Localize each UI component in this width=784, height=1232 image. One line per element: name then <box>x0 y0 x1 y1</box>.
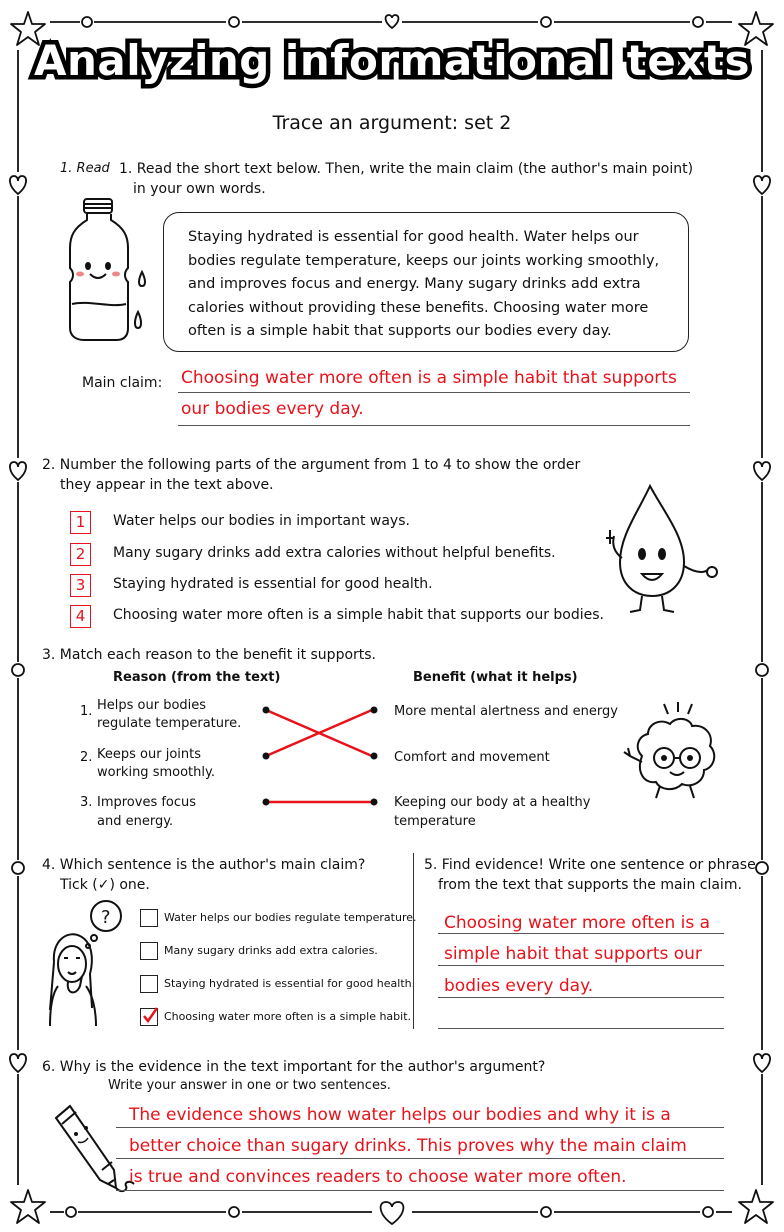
order-item-3: Staying hydrated is essential for good health. <box>113 576 433 592</box>
q1-instruction-line2: in your own words. <box>133 181 266 197</box>
q5-instruction-line1: 5. Find evidence! Write one sentence or phrase <box>424 857 756 873</box>
q5-instruction-line2: from the text that supports the main claim. <box>438 877 742 893</box>
order-item-4: Choosing water more often is a simple habit that supports our bodies. <box>113 607 604 623</box>
reason-num: 3. <box>80 795 93 810</box>
q2-instruction-line2: they appear in the text above. <box>60 477 274 493</box>
page-title: Analyzing informational texts <box>33 36 750 85</box>
why-answer-line2[interactable]: better choice than sugary drinks. This proves why the main claim <box>129 1136 687 1156</box>
main-claim-label: Main claim: <box>82 375 163 391</box>
tick-option-2: Many sugary drinks add extra calories. <box>164 944 378 957</box>
reason-1-line1: Helps our bodies <box>97 698 207 713</box>
reason-2-line1: Keeps our joints <box>97 747 201 762</box>
reason-num: 1. <box>80 704 93 719</box>
benefit-1: More mental alertness and energy <box>394 704 618 719</box>
benefit-header: Benefit (what it helps) <box>413 670 578 685</box>
benefit-2: Comfort and movement <box>394 750 550 765</box>
checkmark-icon <box>142 1007 158 1023</box>
tick-box-4[interactable] <box>140 1008 158 1026</box>
tick-box-1[interactable] <box>140 909 158 927</box>
order-box-4[interactable]: 4 <box>70 605 91 628</box>
evidence-answer-line1[interactable]: Choosing water more often is a <box>444 913 711 933</box>
q2-instruction-line1: 2. Number the following parts of the argument from 1 to 4 to show the order <box>42 457 581 473</box>
main-claim-answer-line1[interactable]: Choosing water more often is a simple habit that supports <box>181 368 677 388</box>
q3-instruction: 3. Match each reason to the benefit it supports. <box>42 647 377 663</box>
order-box-3[interactable]: 3 <box>70 574 91 597</box>
evidence-answer-line3[interactable]: bodies every day. <box>444 976 594 996</box>
passage-line: often is a simple habit that supports our bodies every day. <box>188 323 612 339</box>
order-item-1: Water helps our bodies in important ways. <box>113 513 410 529</box>
order-item-2: Many sugary drinks add extra calories without helpful benefits. <box>113 545 556 561</box>
benefit-3-line1: Keeping our body at a healthy <box>394 795 591 810</box>
brain-character-icon <box>620 702 730 802</box>
pencil-icon <box>50 1100 140 1196</box>
tick-option-3: Staying hydrated is essential for good health. <box>164 977 416 990</box>
main-claim-answer-line2[interactable]: our bodies every day. <box>181 399 364 419</box>
order-box-1[interactable]: 1 <box>70 511 91 534</box>
passage-line: Staying hydrated is essential for good health. Water helps our <box>188 229 639 245</box>
reason-2-line2: working smoothly. <box>97 765 215 780</box>
tick-option-1: Water helps our bodies regulate temperature. <box>164 911 417 924</box>
why-answer-line3[interactable]: is true and convinces readers to choose water more often. <box>129 1167 627 1187</box>
reason-num: 2. <box>80 750 93 765</box>
benefit-3-line2: temperature <box>394 814 476 829</box>
tick-box-3[interactable] <box>140 975 158 993</box>
passage-line: bodies regulate temperature, keeps our joints working smoothly, <box>188 252 660 269</box>
tick-option-4: Choosing water more often is a simple habit. <box>164 1010 412 1023</box>
passage-line: calories without providing these benefits. Choosing water more <box>188 299 649 316</box>
svg-text:?: ? <box>101 907 111 928</box>
reason-3-line1: Improves focus <box>97 795 197 810</box>
reason-3-line2: and energy. <box>97 814 174 829</box>
water-bottle-icon <box>60 196 160 346</box>
page-subtitle: Trace an argument: set 2 <box>272 112 512 134</box>
thinking-girl-icon <box>40 898 136 1028</box>
passage-line: and improves focus and energy. Many sugary drinks add extra <box>188 276 641 292</box>
matching-lines[interactable] <box>258 698 382 810</box>
q1-instruction-line1: 1. Read the short text below. Then, write the main claim (the author's main point) <box>119 161 694 177</box>
evidence-answer-line2[interactable]: simple habit that supports our <box>444 944 702 964</box>
tick-box-2[interactable] <box>140 942 158 960</box>
reason-header: Reason (from the text) <box>113 670 281 685</box>
q4-instruction-line1: 4. Which sentence is the author's main claim? <box>42 857 366 873</box>
column-divider <box>413 853 414 1029</box>
q6-instruction-line2: Write your answer in one or two sentences. <box>108 1078 391 1093</box>
q6-instruction-line1: 6. Why is the evidence in the text important for the author's argument? <box>42 1059 546 1075</box>
reason-1-line2: regulate temperature. <box>97 716 242 731</box>
why-answer-line1[interactable]: The evidence shows how water helps our bodies and why it is a <box>129 1105 671 1125</box>
q4-instruction-line2: Tick (✓) one. <box>60 877 150 893</box>
q1-prefix: 1. Read <box>60 161 110 176</box>
water-drop-character-icon <box>598 482 728 622</box>
passage-box <box>163 212 689 352</box>
order-box-2[interactable]: 2 <box>70 543 91 566</box>
